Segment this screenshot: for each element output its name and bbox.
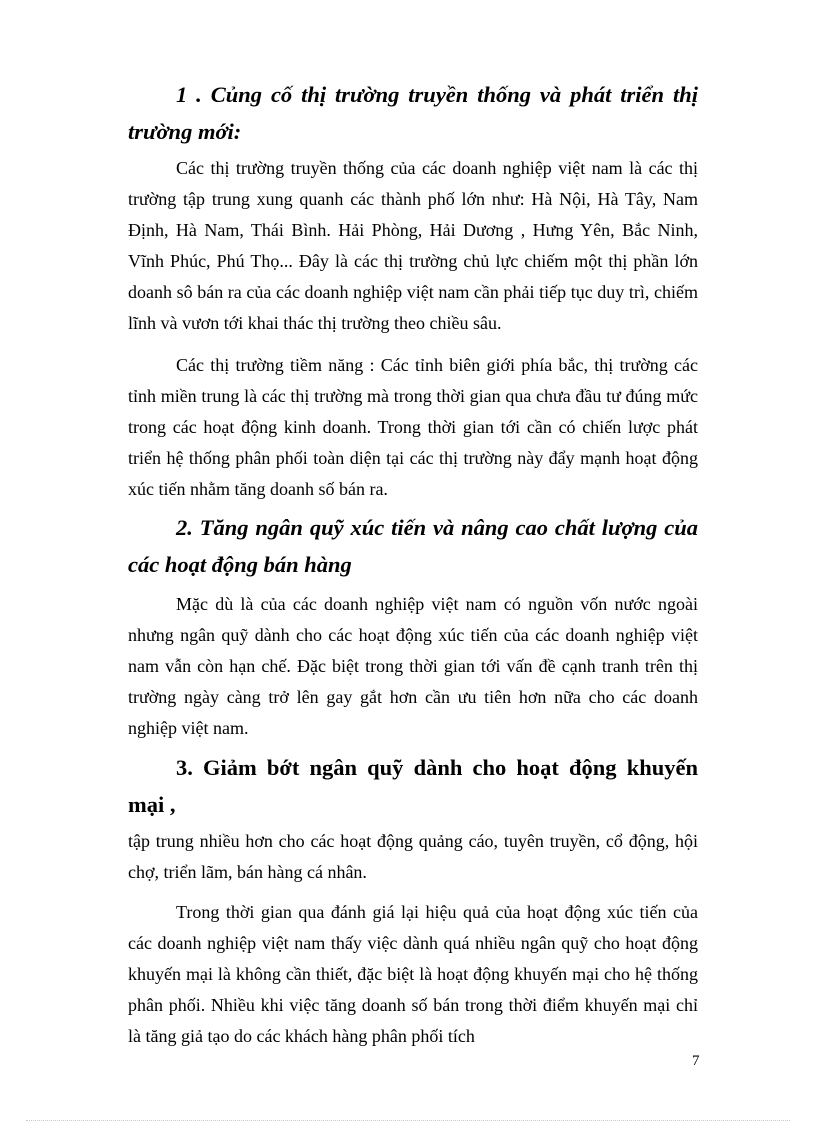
page-body <box>128 70 698 1052</box>
section-1-heading: 1 . Củng cố thị trường truyền thống và phát triển thị trường mới: <box>128 82 698 144</box>
section-3-heading: 3. Giảm bớt ngân quỹ dành cho hoạt động khuyến mại , <box>128 755 698 817</box>
section-3-paragraph-2: Trong thời gian qua đánh giá lại hiệu quả của hoạt động xúc tiến của các doanh nghiệp việt nam thấy việc dành quá nhiều ngân quỹ cho hoạt động khuyến mại là không cần thiết, đặc biệt là hoạt động khuyến mại cho hệ thống phân phối. Nhiều khi việc tăng doanh số bán trong thời điểm khuyến mại chỉ là tăng giả tạo do các khách hàng phân phối tích <box>128 902 698 1046</box>
section-3-paragraph-1: tập trung nhiều hơn cho các hoạt động quảng cáo, tuyên truyền, cổ động, hội chợ, triển lãm, bán hàng cá nhân. <box>128 831 698 882</box>
section-1-paragraph-1: Các thị trường truyền thống của các doanh nghiệp việt nam là các thị trường tập trung xung quanh các thành phố lớn như: Hà Nội, Hà Tây, Nam Định, Hà Nam, Thái Bình. Hải Phòng, Hải Dương , Hưng Yên, Bắc Ninh, Vĩnh Phúc, Phú Thọ... Đây là các thị trường chủ lực chiếm một thị phần lớn doanh sô bán ra của các doanh nghiệp việt nam cần phải tiếp tục duy trì, chiếm lĩnh và vươn tới khai thác thị trường theo chiều sâu. <box>128 158 698 333</box>
section-2-paragraph-1: Mặc dù là của các doanh nghiệp việt nam có nguồn vốn nước ngoài nhưng ngân quỹ dành cho các hoạt động xúc tiến của các doanh nghiệp việt nam vẫn còn hạn chế. Đặc biệt trong thời gian tới vấn đề cạnh tranh trên thị trường ngày càng trở lên gay gắt hơn cần ưu tiên hơn nữa cho các doanh nghiệp việt nam. <box>128 594 698 738</box>
section-2-heading: 2. Tăng ngân quỹ xúc tiến và nâng cao chất lượng của các hoạt động bán hàng <box>128 515 698 577</box>
section-1-paragraph-2: Các thị trường tiềm năng : Các tỉnh biên giới phía bắc, thị trường các tỉnh miền trung là các thị trường mà trong thời gian qua chưa đầu tư đúng mức trong các hoạt động kinh doanh. Trong thời gian tới cần có chiến lược phát triển hệ thống phân phối toàn diện tại các thị trường này đẩy mạnh hoạt động xúc tiến nhằm tăng doanh số bán ra. <box>128 355 698 499</box>
page-bottom-divider <box>26 1120 790 1121</box>
page-number: 7 <box>692 1053 700 1069</box>
